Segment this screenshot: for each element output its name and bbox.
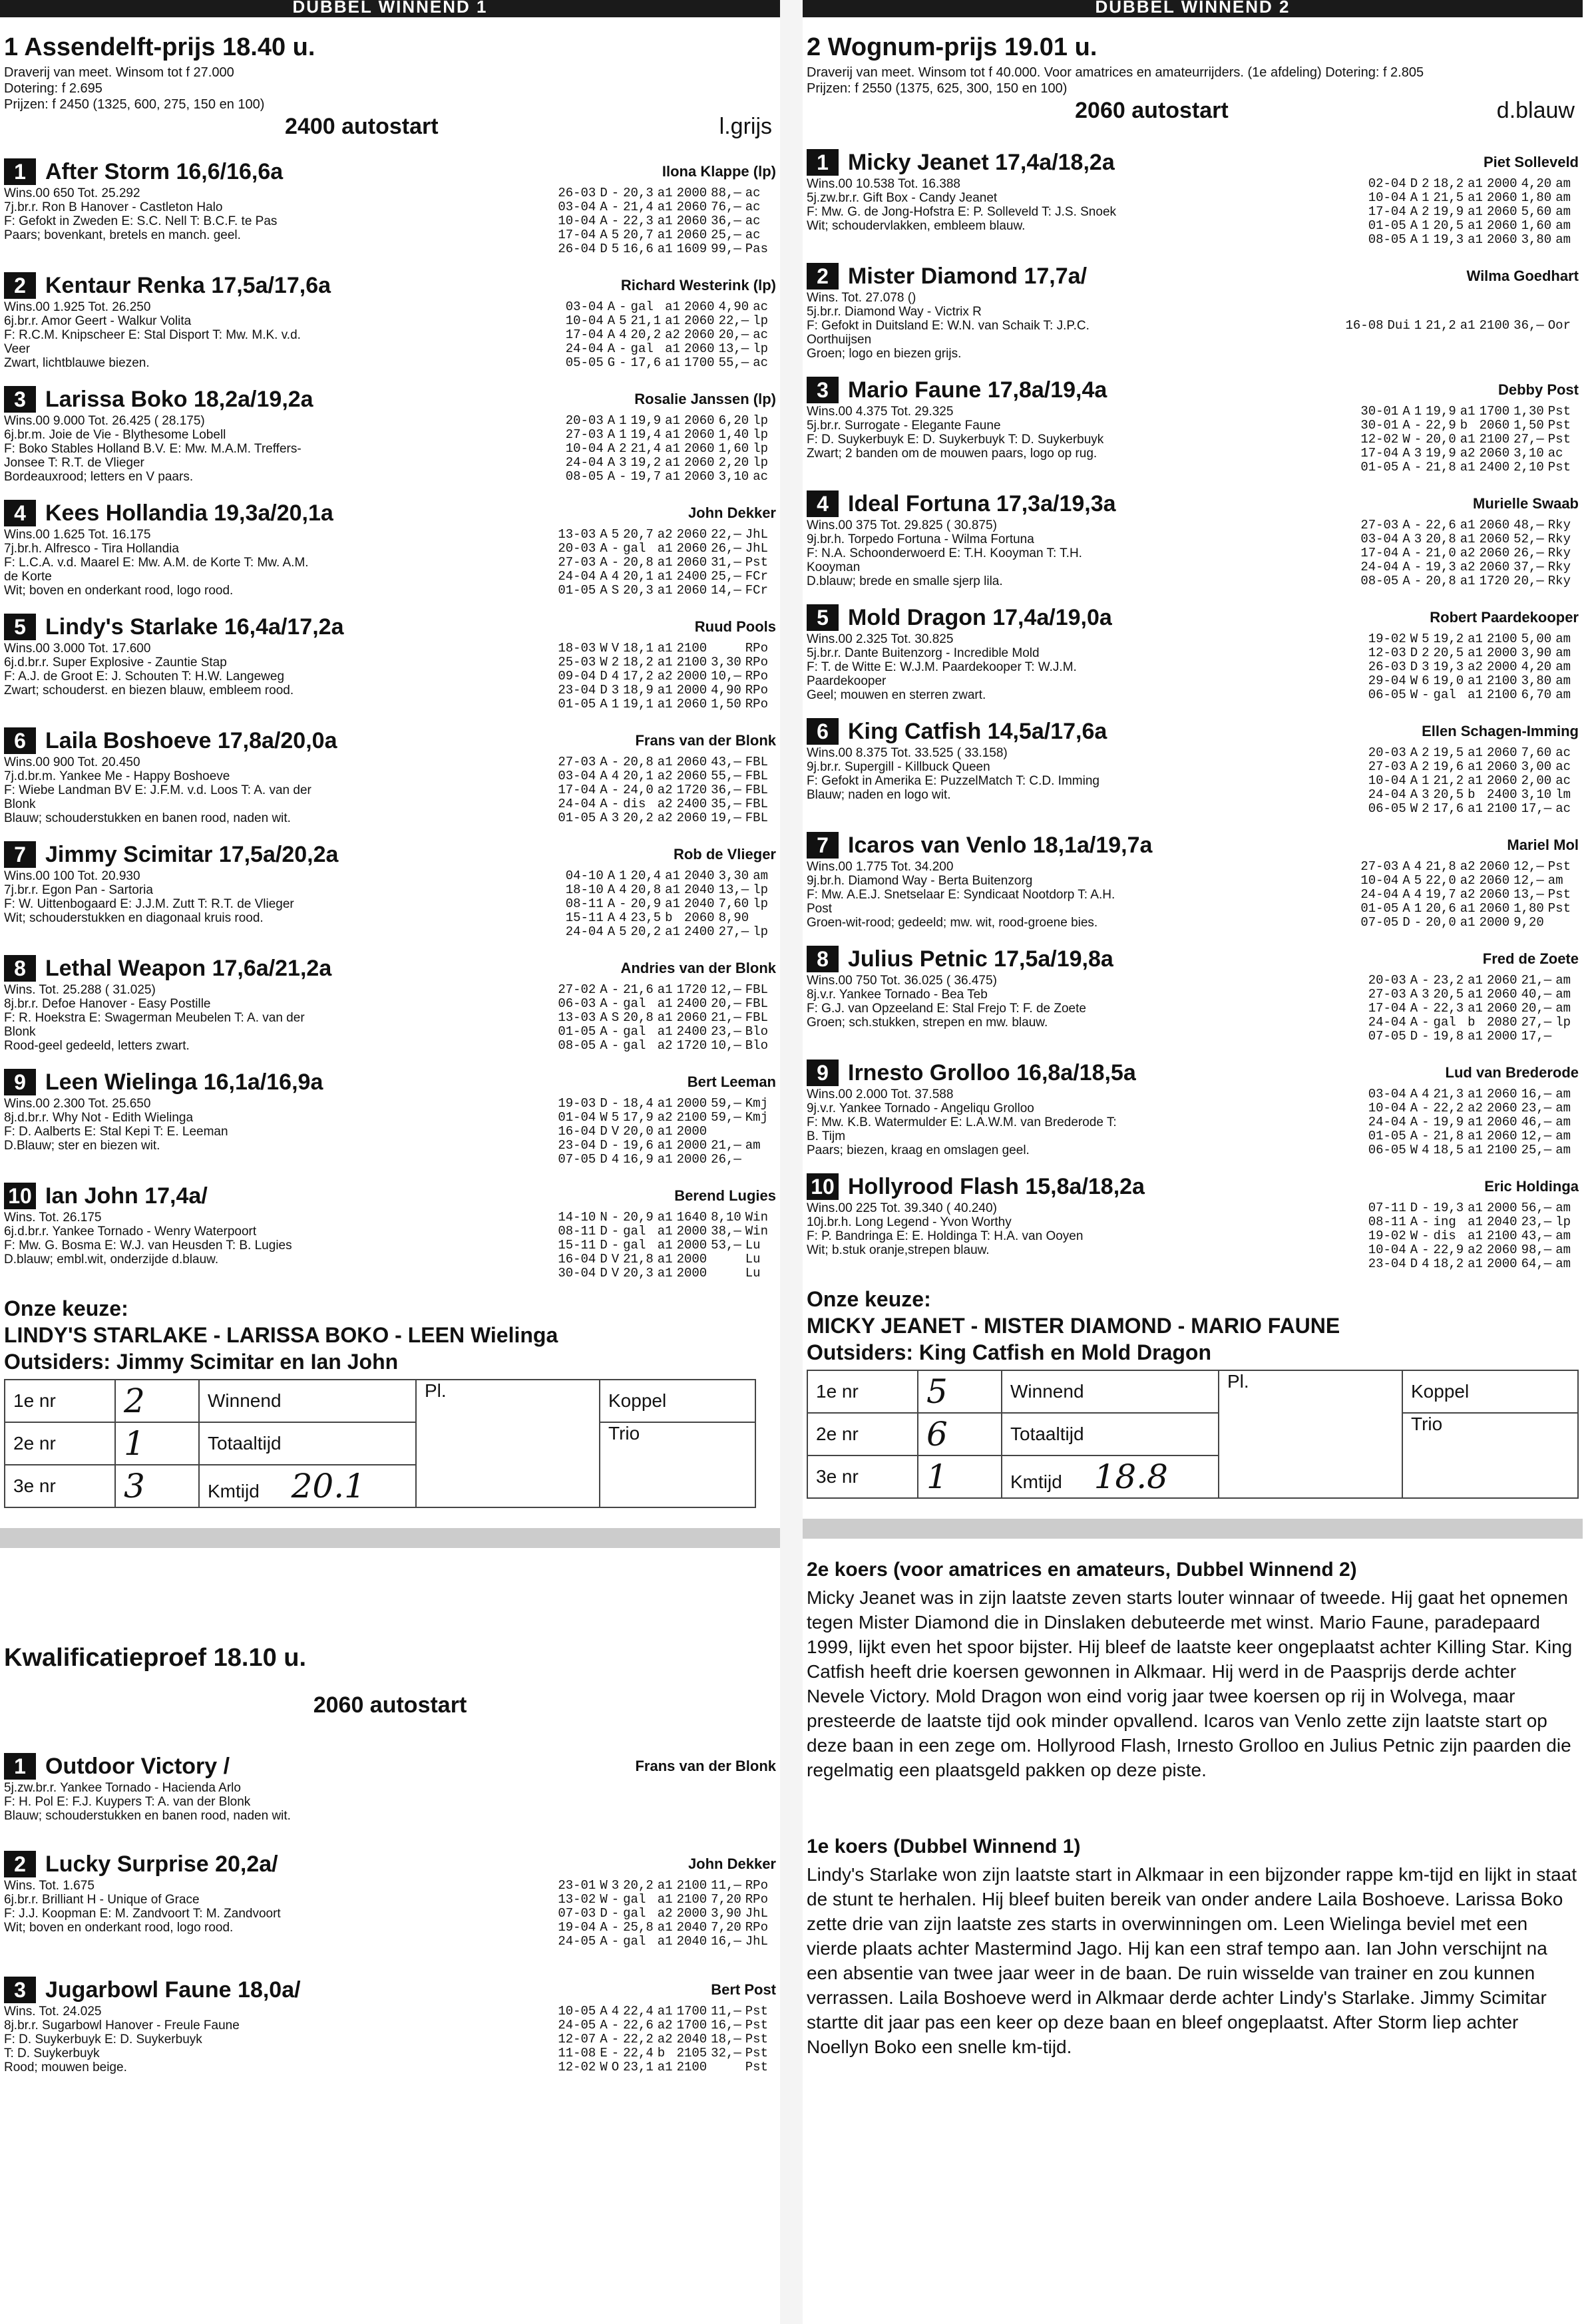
results-table bbox=[566, 300, 772, 370]
results-table bbox=[1368, 746, 1575, 816]
result-row: 03-04 A 3 20,8 a1 2060 52,— Rky bbox=[1360, 532, 1571, 546]
autostart-label: 2060 autostart bbox=[1075, 98, 1229, 123]
driver-name: Mariel Mol bbox=[1507, 837, 1579, 853]
result-row: 24-04 A - gal a1 2060 13,— lp bbox=[565, 341, 768, 356]
horse-description: Wins.00 1.925 Tot. 26.250 6j.br.r. Amor Geert - Walkur Volita F: R.C.M. Knipscheer E: Stal Disport T: Mw. M.K. v.d. Veer Zwart, lichtblauwe biezen. bbox=[4, 300, 301, 370]
result-row: 08-05 A - 19,7 a1 2060 3,10 ac bbox=[565, 469, 768, 484]
result-row: 27-03 A - 20,8 a1 2060 43,— FBL bbox=[558, 755, 768, 769]
result-row: 30-04 D V 20,3 a1 2000 Lu bbox=[558, 1266, 761, 1280]
horse-description: Wins. Tot. 25.288 ( 31.025) 8j.br.r. Defoe Hanover - Easy Postille F: R. Hoekstra E: Swagerman Meubelen T: A. van der Blonk Rood-geel gedeeld, letters zwart. bbox=[4, 983, 305, 1053]
result-row: 27-03 A - 20,8 a1 2060 31,— Pst bbox=[558, 555, 768, 570]
result-row: 01-05 A 1 20,5 a1 2060 1,60 am bbox=[1368, 218, 1571, 233]
result-row: 03-04 A 4 20,1 a2 2060 55,— FBL bbox=[558, 769, 768, 783]
horse-entry bbox=[0, 498, 780, 598]
results-table bbox=[558, 983, 772, 1053]
result-row: 16-08 Dui 1 21,2 a1 2100 36,— Oor bbox=[1345, 318, 1571, 333]
result-row: 20-03 A - 23,2 a1 2060 21,— am bbox=[1368, 973, 1571, 988]
driver-name: Wilma Goedhart bbox=[1466, 268, 1579, 284]
race-info: Draverij van meet. Winsom tot f 27.000 Dotering: f 2.695 Prijzen: f 2450 (1325, 600, 275, 150 en 100) bbox=[4, 65, 265, 112]
horse-description: 5j.zw.br.r. Yankee Tornado - Hacienda Arlo F: H. Pol E: F.J. Kuypers T: A. van der Blonk Blauw; schouderstukken en banen rood, naden wit. bbox=[4, 1781, 291, 1823]
driver-name: Frans van der Blonk bbox=[635, 732, 776, 749]
result-row: 20-03 A - gal a1 2060 26,— JhL bbox=[558, 541, 768, 556]
horse-description: Wins.00 8.375 Tot. 33.525 ( 33.158) 9j.br.r. Supergill - Killbuck Queen F: Gefokt in Amerika E: PuzzelMatch T: C.D. Imming Blauw; naden en logo wit. bbox=[807, 746, 1099, 802]
horse-number: 1 bbox=[807, 149, 839, 176]
result-row: 08-11 A - 20,9 a1 2040 7,60 lp bbox=[565, 896, 768, 911]
horse-number: 2 bbox=[4, 272, 36, 299]
horse-number: 2 bbox=[4, 1851, 36, 1877]
result-row: 27-02 A - 21,6 a1 1720 12,— FBL bbox=[558, 982, 768, 997]
driver-name: Ellen Schagen-Imming bbox=[1422, 723, 1579, 739]
result-row: 10-04 A - 22,9 a2 2060 98,— am bbox=[1368, 1243, 1571, 1257]
left-column bbox=[0, 0, 780, 2324]
results-table bbox=[558, 755, 772, 825]
result-row: 27-03 A 1 19,4 a1 2060 1,40 lp bbox=[565, 427, 768, 442]
horse-name: Outdoor Victory / bbox=[45, 1753, 230, 1779]
result-row: 07-11 D - 19,3 a1 2000 56,— am bbox=[1368, 1201, 1571, 1215]
result-row: 23-04 D - 19,6 a1 2000 21,— am bbox=[558, 1138, 761, 1153]
result-row: 03-04 A - 21,4 a1 2060 76,— ac bbox=[558, 200, 761, 214]
result-row: 24-04 A - 19,3 a2 2060 37,— Rky bbox=[1360, 560, 1571, 574]
result-row: 18-03 W V 18,1 a1 2100 RPo bbox=[558, 641, 768, 656]
race-title: 2 Wognum-prijs 19.01 u. bbox=[807, 33, 1097, 61]
article-race-1: 1e koers (Dubbel Winnend 1) Lindy's Starlake won zijn laatste start in Alkmaar in een bijzonder rappe km-tijd en lijkt in staat de stunt te herhalen. Hij bleef buiten bereik van onder andere Laila Boshoeve. Larissa Boko zette drie van zijn laatste zes starts in overwinningen om. Leen Wielinga beviel met een vierde plaats achter Mastermind Jago. Hij kan een straf tempo aan. Ian John verschijnt na een absentie van twee jaar weer in de baan. De ruin wisselde van trainer en zou kunnen verrassen. Laila Boshoeve werd in Alkmaar derde achter Lindy's Starlake. Jimmy Scimitar startte dit jaar pas een keer op deze baan en bleef ongeplaatst. After Storm liep achter Noellyn Boko een snelle km-tijd. bbox=[807, 1836, 1577, 2057]
horse-name: Mold Dragon 17,4a/19,0a bbox=[848, 604, 1112, 630]
horse-name: Lindy's Starlake 16,4a/17,2a bbox=[45, 614, 344, 640]
horse-name: Micky Jeanet 17,4a/18,2a bbox=[848, 149, 1115, 175]
horse-entry bbox=[0, 385, 780, 484]
result-row: 24-04 A 4 20,1 a1 2400 25,— FCr bbox=[558, 569, 768, 584]
horse-entry bbox=[0, 1181, 780, 1280]
driver-name: Lud van Brederode bbox=[1445, 1064, 1579, 1081]
horse-name: Ideal Fortuna 17,3a/19,3a bbox=[848, 490, 1116, 516]
result-row: 06-05 W - gal a1 2100 6,70 am bbox=[1368, 687, 1571, 702]
driver-name: Richard Westerink (lp) bbox=[620, 277, 776, 293]
horse-entry bbox=[0, 726, 780, 825]
driver-name: John Dekker bbox=[688, 504, 776, 521]
keuze-right: Onze keuze: MICKY JEANET - MISTER DIAMOND - MARIO FAUNE Outsiders: King Catfish en Mold Dragon bbox=[807, 1287, 1340, 1364]
horse-number: 10 bbox=[4, 1183, 36, 1209]
result-row: 03-04 A 4 21,3 a1 2060 16,— am bbox=[1368, 1087, 1571, 1101]
horse-number: 1 bbox=[4, 1753, 36, 1780]
results-table bbox=[1346, 291, 1575, 361]
article-race-2: 2e koers (voor amatrices en amateurs, Dubbel Winnend 2) Micky Jeanet was in zijn laatste zeven starts louter winnaar of tweede. Hij gaat het opnemen tegen Mister Diamond die in Dinslaken debuteerde met winst. Mario Faune, paradepaard 1999, lijkt even het spoor bijster. Hij bleef de laatste keer ongeplaatst achter Killing Star. King Catfish heeft drie koersen gewonnen in Alkmaar. Hij werd in de Paasprijs derde achter Nevele Victory. Mold Dragon won eind vorig jaar twee koersen op rij in Wolvega, maar presteerde de laatste tijd ook minder opvallend. Icaros van Venlo zette zijn laatste start op deze baan in een zege om. Hollyrood Flash, Irnesto Grolloo en Julius Petnic zijn paarden die regelmatig een plaatsgeld pakken op deze piste. bbox=[807, 1559, 1573, 1780]
horse-number: 3 bbox=[807, 377, 839, 403]
horse-name: Icaros van Venlo 18,1a/19,7a bbox=[848, 832, 1153, 858]
results-table bbox=[558, 1879, 772, 1949]
result-row: 17-04 A 3 19,9 a2 2060 3,10 ac bbox=[1360, 446, 1563, 461]
result-row: 13-02 W - gal a1 2100 7,20 RPo bbox=[558, 1892, 768, 1907]
driver-name: Murielle Swaab bbox=[1473, 495, 1579, 512]
horse-number: 6 bbox=[4, 727, 36, 754]
result-row: 26-04 D 5 16,6 a1 1609 99,— Pas bbox=[558, 242, 768, 256]
horse-description: Wins.00 900 Tot. 20.450 7j.d.br.m. Yankee Me - Happy Boshoeve F: Wiebe Landman BV E: J.F.M. v.d. Loos T: A. van der Blonk Blauw; schouderstukken en banen rood, naden wit. bbox=[4, 755, 311, 825]
driver-name: Piet Solleveld bbox=[1483, 154, 1579, 170]
horse-number: 4 bbox=[4, 500, 36, 526]
result-row: 10-04 A 5 22,0 a2 2060 12,— am bbox=[1360, 873, 1563, 888]
result-row: 10-04 A 2 21,4 a1 2060 1,60 lp bbox=[565, 441, 768, 456]
results-table bbox=[1368, 1087, 1575, 1157]
results-table bbox=[1360, 405, 1575, 475]
horse-description: Wins.00 3.000 Tot. 17.600 6j.d.br.r. Super Explosive - Zauntie Stap F: A.J. de Groot E: J. Schouten T: H.W. Langeweg Zwart; schouderst. en biezen blauw, embleem rood. bbox=[4, 642, 294, 697]
horse-description: Wins.00 2.300 Tot. 25.650 8j.d.br.r. Why Not - Edith Wielinga F: D. Aalberts E: Stal Kepi T: E. Leeman D.Blauw; ster en biezen wit. bbox=[4, 1097, 228, 1153]
result-row: 27-03 A 4 21,8 a2 2060 12,— Pst bbox=[1360, 859, 1571, 874]
results-table bbox=[558, 1097, 772, 1167]
result-row: 07-05 D - 20,0 a1 2000 9,20 bbox=[1360, 915, 1544, 930]
horse-name: King Catfish 14,5a/17,6a bbox=[848, 718, 1107, 744]
result-row: 01-05 A - gal a1 2400 23,— Blo bbox=[558, 1024, 768, 1039]
result-row: 01-05 A 1 19,1 a1 2060 1,50 RPo bbox=[558, 697, 768, 711]
result-row: 19-03 D - 18,4 a1 2000 59,— Kmj bbox=[558, 1096, 768, 1111]
result-row: 11-08 E - 22,4 b 2105 32,— Pst bbox=[558, 2046, 768, 2060]
horse-entry bbox=[803, 1058, 1583, 1157]
results-table bbox=[1360, 860, 1575, 930]
betting-grid-left: 1e nr 2 Winnend Pl. Koppel 2e nr 1 Totaaltijd Trio 3e nr 3 Kmtijd 20.1 bbox=[4, 1379, 756, 1508]
horse-entry bbox=[0, 271, 780, 370]
horse-name: Laila Boshoeve 17,8a/20,0a bbox=[45, 727, 337, 753]
horse-list-left bbox=[0, 157, 780, 1280]
banner-left: DUBBEL WINNEND 1 bbox=[0, 0, 780, 17]
result-row: 23-01 W 3 20,2 a1 2100 11,— RPo bbox=[558, 1878, 768, 1893]
result-row: 06-05 W 4 18,5 a1 2100 25,— am bbox=[1368, 1143, 1571, 1157]
horse-name: Hollyrood Flash 15,8a/18,2a bbox=[848, 1173, 1145, 1199]
result-row: 26-03 D 3 19,3 a2 2000 4,20 am bbox=[1368, 660, 1571, 674]
results-table bbox=[558, 528, 772, 598]
divider bbox=[0, 1528, 780, 1548]
result-row: 13-03 A 5 20,7 a2 2060 22,— JhL bbox=[558, 527, 768, 542]
results-table bbox=[1360, 518, 1575, 588]
result-row: 10-04 A 1 21,2 a1 2060 2,00 ac bbox=[1368, 773, 1571, 788]
driver-name: Berend Lugies bbox=[674, 1187, 776, 1204]
race-header-right bbox=[803, 17, 1583, 124]
horse-number: 3 bbox=[4, 1977, 36, 2003]
horse-description: Wins. Tot. 1.675 6j.br.r. Brilliant H - Unique of Grace F: J.J. Koopman E: M. Zandvoort T: M. Zandvoort Wit; boven en onderkant rood, logo rood. bbox=[4, 1879, 281, 1935]
horse-name: Jugarbowl Faune 18,0a/ bbox=[45, 1977, 301, 2003]
result-row: 17-04 A - 22,3 a1 2060 20,— am bbox=[1368, 1001, 1571, 1016]
horse-description: Wins.00 9.000 Tot. 26.425 ( 28.175) 6j.br.m. Joie de Vie - Blythesome Lobell F: Boko Stables Holland B.V. E: Mw. M.A.M. Treffers- Jonsee T: R.T. de Vlieger Bordeauxrood; letters en V paars. bbox=[4, 414, 301, 484]
results-table bbox=[566, 869, 772, 939]
results-table bbox=[558, 186, 772, 256]
result-row: 15-11 A 4 23,5 b 2060 8,90 bbox=[565, 910, 749, 925]
result-row: 10-04 A 5 21,1 a1 2060 22,— lp bbox=[565, 313, 768, 328]
result-row: 09-04 D 4 17,2 a2 2000 10,— RPo bbox=[558, 669, 768, 683]
horse-name: After Storm 16,6/16,6a bbox=[45, 158, 284, 184]
horse-description: Wins.00 375 Tot. 29.825 ( 30.875) 9j.br.h. Torpedo Fortuna - Wilma Fortuna F: N.A. Schoonderwoerd E: T.H. Kooyman T: T.H. Kooyman D.blauw; brede en smalle sjerp lila. bbox=[807, 518, 1082, 588]
driver-name: Bert Leeman bbox=[687, 1073, 776, 1090]
horse-number: 4 bbox=[807, 490, 839, 517]
result-row: 15-11 D - gal a1 2000 53,— Lu bbox=[558, 1238, 761, 1253]
result-row: 08-05 A 1 19,3 a1 2060 3,80 am bbox=[1368, 232, 1571, 247]
result-row: 10-04 A - 22,2 a2 2060 23,— am bbox=[1368, 1101, 1571, 1115]
divider bbox=[803, 1519, 1583, 1539]
horse-name: Jimmy Scimitar 17,5a/20,2a bbox=[45, 841, 339, 867]
result-row: 27-03 A 3 20,5 a1 2060 40,— am bbox=[1368, 987, 1571, 1002]
result-row: 20-03 A 2 19,5 a1 2060 7,60 ac bbox=[1368, 745, 1571, 760]
result-row: 10-04 A - 22,3 a1 2060 36,— ac bbox=[558, 214, 761, 228]
horse-number: 7 bbox=[4, 841, 36, 868]
horse-description: Wins.00 225 Tot. 39.340 ( 40.240) 10j.br.h. Long Legend - Yvon Worthy F: P. Bandringa E: E. Holdinga T: H.A. van Ooyen Wit; b.stuk oranje,strepen blauw. bbox=[807, 1201, 1084, 1257]
betting-grid-right: 1e nr 5 Winnend Pl. Koppel 2e nr 6 Totaaltijd Trio 3e nr 1 Kmtijd 18.8 bbox=[807, 1370, 1579, 1499]
result-row: 29-04 W 6 19,0 a1 2100 3,80 am bbox=[1368, 674, 1571, 688]
result-row: 24-04 A - dis a2 2400 35,— FBL bbox=[558, 797, 768, 811]
result-row: 12-07 A - 22,2 a2 2040 18,— Pst bbox=[558, 2032, 768, 2046]
results-table bbox=[1368, 632, 1575, 702]
result-row: 24-05 A - gal a1 2040 16,— JhL bbox=[558, 1934, 768, 1949]
horse-description: Wins. Tot. 26.175 6j.d.br.r. Yankee Tornado - Wenry Waterpoort F: Mw. G. Bosma E: W.J. van Heusden T: B. Lugies D.blauw; embl.wit, onderzijde d.blauw. bbox=[4, 1211, 292, 1266]
horse-description: Wins.00 1.625 Tot. 16.175 7j.br.h. Alfresco - Tira Hollandia F: L.C.A. v.d. Maarel E: Mw. A.M. de Korte T: Mw. A.M. de Korte Wit; boven en onderkant rood, logo rood. bbox=[4, 528, 309, 598]
result-row: 01-05 A 1 20,6 a1 2060 1,80 Pst bbox=[1360, 901, 1571, 916]
horse-entry bbox=[0, 612, 780, 711]
horse-number: 8 bbox=[807, 946, 839, 972]
race-header-left bbox=[0, 17, 780, 140]
result-row: 08-11 D - gal a1 2000 38,— Win bbox=[558, 1224, 768, 1239]
horse-number: 8 bbox=[4, 955, 36, 982]
result-row: 07-03 D - gal a2 2000 3,90 JhL bbox=[558, 1906, 768, 1921]
result-row: 19-02 W 5 19,2 a1 2100 5,00 am bbox=[1368, 632, 1571, 646]
result-row: 07-05 D - 19,8 a1 2000 17,— bbox=[1368, 1029, 1552, 1044]
result-row: 30-01 A - 22,9 b 2060 1,50 Pst bbox=[1360, 418, 1571, 433]
horse-entry bbox=[0, 1849, 780, 1949]
results-table bbox=[1368, 1201, 1575, 1271]
horse-entry bbox=[803, 489, 1583, 588]
kwalificatie-header: Kwalificatieproef 18.10 u. 2060 autostart bbox=[4, 1644, 467, 1718]
result-row: 23-04 D 3 18,9 a1 2000 4,90 RPo bbox=[558, 683, 768, 697]
horse-entry bbox=[803, 944, 1583, 1044]
horse-entry bbox=[803, 262, 1583, 361]
result-row: 03-04 A - gal a1 2060 4,90 ac bbox=[565, 299, 768, 314]
horse-name: Irnesto Grolloo 16,8a/18,5a bbox=[848, 1060, 1136, 1085]
horse-name: Lucky Surprise 20,2a/ bbox=[45, 1851, 278, 1877]
horse-description: Wins.00 10.538 Tot. 16.388 5j.zw.br.r. Gift Box - Candy Jeanet F: Mw. G. de Jong-Hofstra E: P. Solleveld T: J.S. Snoek Wit; schoudervlakken, embleem blauw. bbox=[807, 177, 1117, 233]
driver-name: Rob de Vlieger bbox=[673, 846, 776, 863]
result-row: 01-05 A - 21,8 a1 2060 12,— am bbox=[1368, 1129, 1571, 1143]
driver-name: Rosalie Janssen (lp) bbox=[634, 391, 776, 407]
keuze-left: Onze keuze: LINDY'S STARLAKE - LARISSA BOKO - LEEN Wielinga Outsiders: Jimmy Scimitar en Ian John bbox=[4, 1296, 558, 1374]
horse-description: Wins. Tot. 24.025 8j.br.r. Sugarbowl Hanover - Freule Faune F: D. Suykerbuyk E: D. Suykerbuyk T: D. Suykerbuyk Rood; mouwen beige. bbox=[4, 2005, 240, 2074]
horse-number: 9 bbox=[4, 1069, 36, 1095]
horse-name: Kentaur Renka 17,5a/17,6a bbox=[45, 272, 331, 298]
horse-name: Lethal Weapon 17,6a/21,2a bbox=[45, 955, 332, 981]
horse-name: Mario Faune 17,8a/19,4a bbox=[848, 377, 1107, 403]
horse-description: Wins.00 750 Tot. 36.025 ( 36.475) 8j.v.r. Yankee Tornado - Bea Teb F: G.J. van Opzeeland E: Stal Frejo T: F. de Zoete Groen; sch.stukken, strepen en mw. blauw. bbox=[807, 974, 1086, 1030]
result-row: 24-04 A 5 20,2 a1 2400 27,— lp bbox=[565, 924, 768, 939]
kwalificatie-list bbox=[0, 1752, 780, 2074]
horse-entry bbox=[803, 375, 1583, 475]
result-row: 04-10 A 1 20,4 a1 2040 3,30 am bbox=[565, 869, 768, 883]
horse-number: 5 bbox=[807, 604, 839, 631]
result-row: 17-04 A 2 19,9 a1 2060 5,60 am bbox=[1368, 204, 1571, 219]
result-row: 18-10 A 4 20,8 a1 2040 13,— lp bbox=[565, 882, 768, 897]
result-row: 10-05 A 4 22,4 a1 1700 11,— Pst bbox=[558, 2004, 768, 2019]
result-row: 10-04 A 1 21,5 a1 2060 1,80 am bbox=[1368, 190, 1571, 205]
result-row: 01-04 W 5 17,9 a2 2100 59,— Kmj bbox=[558, 1110, 768, 1125]
horse-entry bbox=[803, 148, 1583, 247]
result-row: 12-03 D 2 20,5 a1 2000 3,90 am bbox=[1368, 646, 1571, 660]
horse-entry bbox=[803, 717, 1583, 816]
horse-name: Kees Hollandia 19,3a/20,1a bbox=[45, 500, 333, 526]
result-row: 14-10 N - 20,9 a1 1640 8,10 Win bbox=[558, 1210, 768, 1225]
result-row: 08-05 A - 20,8 a1 1720 20,— Rky bbox=[1360, 574, 1571, 588]
result-row: 24-04 A - 19,9 a1 2060 46,— am bbox=[1368, 1115, 1571, 1129]
result-row: 23-04 D 4 18,2 a1 2000 64,— am bbox=[1368, 1257, 1571, 1271]
result-row: 19-04 A - 25,8 a1 2040 7,20 RPo bbox=[558, 1920, 768, 1935]
race-color: d.blauw bbox=[1496, 98, 1575, 123]
result-row: 01-05 A S 20,3 a1 2060 14,— FCr bbox=[558, 583, 768, 598]
result-row: 17-04 A - 24,0 a2 1720 36,— FBL bbox=[558, 783, 768, 797]
horse-entry bbox=[803, 1172, 1583, 1271]
horse-number: 1 bbox=[4, 158, 36, 185]
result-row: 05-05 G - 17,6 a1 1700 55,— ac bbox=[565, 355, 768, 370]
driver-name: Andries van der Blonk bbox=[620, 960, 776, 976]
result-row: 24-04 A 3 20,5 b 2400 3,10 lm bbox=[1368, 787, 1571, 802]
horse-entry bbox=[0, 1752, 780, 1823]
result-row: 19-02 W - dis a1 2100 43,— am bbox=[1368, 1229, 1571, 1243]
horse-number: 10 bbox=[807, 1173, 839, 1200]
result-row: 17-04 A 4 20,2 a2 2060 20,— ac bbox=[565, 327, 768, 342]
horse-description: Wins.00 2.000 Tot. 37.588 9j.v.r. Yankee Tornado - Angeliqu Grolloo F: Mw. K.B. Watermulder E: L.A.W.M. van Brederode T: B. Tijm Paars; biezen, kraag en omslagen geel. bbox=[807, 1087, 1117, 1157]
column-gutter bbox=[780, 0, 803, 2324]
horse-description: Wins.00 650 Tot. 25.292 7j.br.r. Ron B Hanover - Castleton Halo F: Gefokt in Zweden E: S.C. Nell T: B.C.F. te Pas Paars; bovenkant, bretels en manch. geel. bbox=[4, 186, 278, 242]
horse-name: Ian John 17,4a/ bbox=[45, 1183, 208, 1209]
horse-description: Wins. Tot. 27.078 () 5j.br.r. Diamond Way - Victrix R F: Gefokt in Duitsland E: W.N. van Schaik T: J.P.C. Oorthuijsen Groen; logo en biezen grijs. bbox=[807, 291, 1090, 361]
horse-description: Wins.00 2.325 Tot. 30.825 5j.br.r. Dante Buitenzorg - Incredible Mold F: T. de Witte E: W.J.M. Paardekooper T: W.J.M. Paardekooper Geel; mouwen en sterren zwart. bbox=[807, 632, 1077, 702]
result-row: 24-05 A - 22,6 a2 1700 16,— Pst bbox=[558, 2018, 768, 2033]
race-title: 1 Assendelft-prijs 18.40 u. bbox=[4, 33, 315, 61]
horse-number: 5 bbox=[4, 614, 36, 640]
horse-entry bbox=[0, 840, 780, 939]
horse-number: 2 bbox=[807, 263, 839, 290]
driver-name: Fred de Zoete bbox=[1482, 950, 1579, 967]
driver-name: Ruud Pools bbox=[694, 618, 776, 635]
result-row: 06-03 A - gal a1 2400 20,— FBL bbox=[558, 996, 768, 1011]
driver-name: Eric Holdinga bbox=[1484, 1178, 1579, 1195]
result-row: 25-03 W 2 18,2 a1 2100 3,30 RPo bbox=[558, 655, 768, 670]
driver-name: Bert Post bbox=[711, 1981, 776, 1998]
result-row: 06-05 W 2 17,6 a1 2100 17,— ac bbox=[1368, 801, 1571, 816]
result-row: 02-04 D 2 18,2 a1 2000 4,20 am bbox=[1368, 176, 1571, 191]
result-row: 01-05 A - 21,8 a1 2400 2,10 Pst bbox=[1360, 460, 1571, 475]
horse-description: Wins.00 1.775 Tot. 34.200 9j.br.h. Diamond Way - Berta Buitenzorg F: Mw. A.E.J. Snetselaar E: Syndicaat Nootdorp T: A.H. Post Groen-wit-rood; gedeeld; mw. wit, rood-groene bies. bbox=[807, 860, 1115, 930]
result-row: 16-04 D V 21,8 a1 2000 Lu bbox=[558, 1252, 761, 1266]
result-row: 24-04 A - gal b 2080 27,— lp bbox=[1368, 1015, 1571, 1030]
autostart-label: 2400 autostart bbox=[285, 114, 439, 139]
right-column bbox=[803, 0, 1583, 2324]
horse-description: Wins.00 4.375 Tot. 29.325 5j.br.r. Surrogate - Elegante Faune F: D. Suykerbuyk E: D. Suykerbuyk T: D. Suykerbuyk Zwart; 2 banden om de mouwen paars, logo op rug. bbox=[807, 405, 1104, 461]
horse-entry bbox=[0, 954, 780, 1053]
results-table bbox=[1368, 974, 1575, 1044]
result-row: 17-04 A - 21,0 a2 2060 26,— Rky bbox=[1360, 546, 1571, 560]
result-row: 08-11 A - ing a1 2040 23,— lp bbox=[1368, 1215, 1571, 1229]
results-table bbox=[558, 2005, 772, 2074]
result-row: 27-03 A - 22,6 a1 2060 48,— Rky bbox=[1360, 518, 1571, 532]
horse-name: Mister Diamond 17,7a/ bbox=[848, 263, 1088, 289]
result-row: 26-03 D - 20,3 a1 2000 88,— ac bbox=[558, 186, 761, 200]
banner-right: DUBBEL WINNEND 2 bbox=[803, 0, 1583, 17]
result-row: 07-05 D 4 16,9 a1 2000 26,— bbox=[558, 1152, 741, 1167]
result-row: 30-01 A 1 19,9 a1 1700 1,30 Pst bbox=[1360, 404, 1571, 419]
results-table bbox=[566, 414, 772, 484]
result-row: 12-02 W - 20,0 a1 2100 27,— Pst bbox=[1360, 432, 1571, 447]
result-row: 08-05 A - gal a2 1720 10,— Blo bbox=[558, 1038, 768, 1053]
horse-number: 9 bbox=[807, 1060, 839, 1086]
horse-number: 3 bbox=[4, 386, 36, 413]
horse-entry bbox=[0, 157, 780, 256]
race-info: Draverij van meet. Winsom tot f 40.000. Voor amatrices en amateurrijders. (1e afdeling) Dotering: f 2.805 Prijzen: f 2550 (1375, 625, 300, 150 en 100) bbox=[807, 65, 1424, 96]
results-table bbox=[558, 1211, 772, 1280]
results-table bbox=[1368, 177, 1575, 247]
horse-name: Larissa Boko 18,2a/19,2a bbox=[45, 386, 313, 412]
result-row: 13-03 A S 20,8 a1 2060 21,— FBL bbox=[558, 1010, 768, 1025]
result-row: 24-04 A 3 19,2 a1 2060 2,20 lp bbox=[565, 455, 768, 470]
driver-name: Robert Paardekooper bbox=[1430, 609, 1579, 626]
result-row: 17-04 A 5 20,7 a1 2060 25,— ac bbox=[558, 228, 761, 242]
horse-number: 7 bbox=[807, 832, 839, 859]
driver-name: Frans van der Blonk bbox=[635, 1758, 776, 1774]
race-color: l.grijs bbox=[719, 114, 772, 139]
result-row: 24-04 A 4 19,7 a2 2060 13,— Pst bbox=[1360, 887, 1571, 902]
horse-entry bbox=[803, 603, 1583, 702]
horse-entry bbox=[0, 1975, 780, 2074]
result-row: 01-05 A 3 20,2 a2 2060 19,— FBL bbox=[558, 811, 768, 825]
results-table bbox=[558, 642, 772, 711]
horse-list-right bbox=[803, 148, 1583, 1271]
result-row: 20-03 A 1 19,9 a1 2060 6,20 lp bbox=[565, 413, 768, 428]
driver-name: Ilona Klappe (lp) bbox=[662, 163, 776, 180]
result-row: 12-02 W O 23,1 a1 2100 Pst bbox=[558, 2060, 768, 2074]
horse-number: 6 bbox=[807, 718, 839, 745]
horse-entry bbox=[803, 831, 1583, 930]
result-row: 16-04 D V 20,0 a1 2000 bbox=[558, 1124, 707, 1139]
horse-name: Leen Wielinga 16,1a/16,9a bbox=[45, 1069, 323, 1095]
horse-description: Wins.00 100 Tot. 20.930 7j.br.r. Egon Pan - Sartoria F: W. Uittenbogaard E: J.J.M. Zutt T: R.T. de Vlieger Wit; schouderstukken en diagonaal kruis rood. bbox=[4, 869, 294, 925]
driver-name: Debby Post bbox=[1497, 381, 1579, 398]
result-row: 27-03 A 2 19,6 a1 2060 3,00 ac bbox=[1368, 759, 1571, 774]
horse-entry bbox=[0, 1067, 780, 1167]
driver-name: John Dekker bbox=[688, 1855, 776, 1872]
horse-name: Julius Petnic 17,5a/19,8a bbox=[848, 946, 1113, 972]
